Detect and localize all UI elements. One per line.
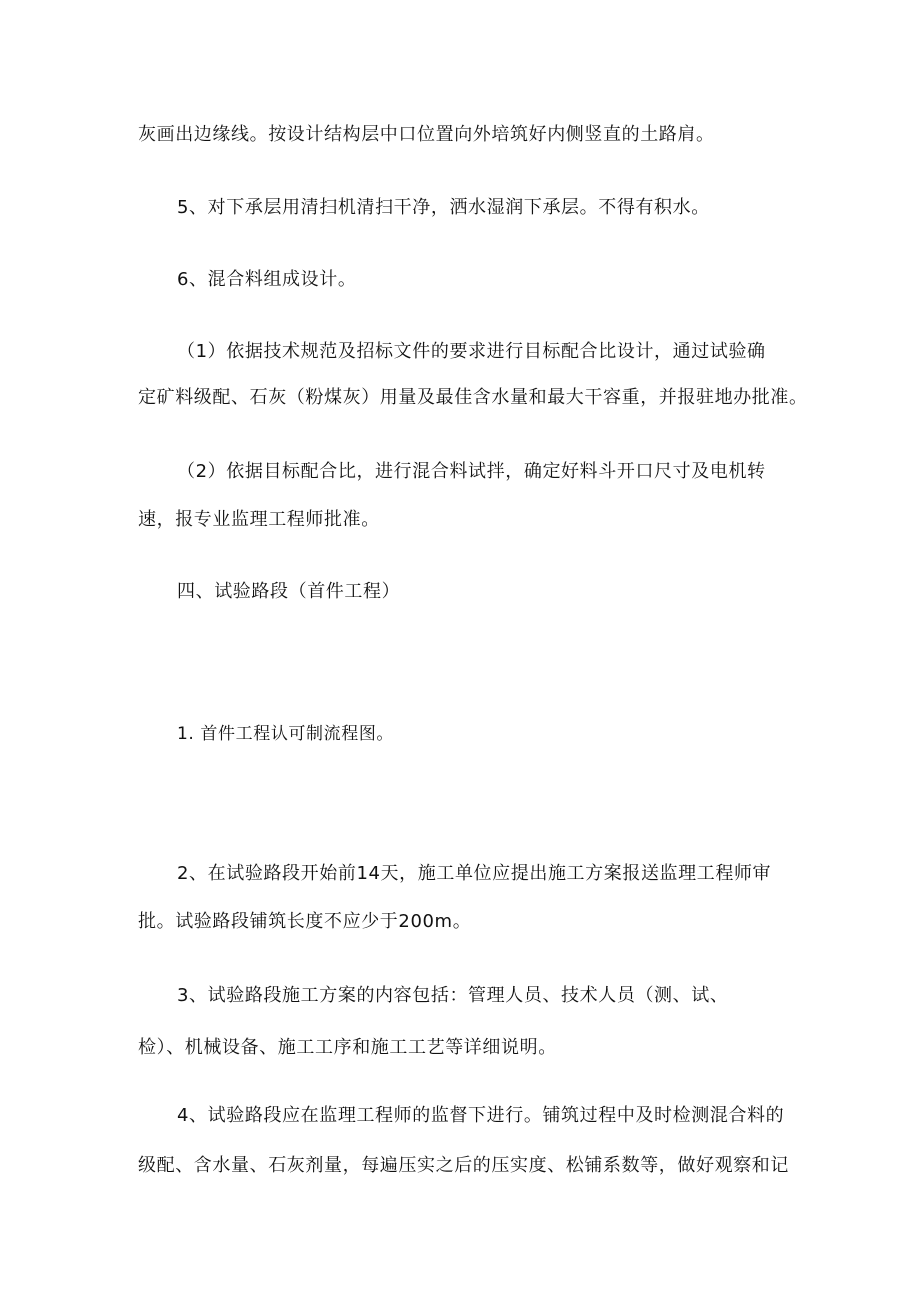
item-3-line-1: 3、试验路段施工方案的内容包括：管理人员、技术人员（测、试、 [177, 985, 729, 1006]
item-6-mix-design: 6、混合料组成设计。 [177, 269, 357, 290]
item-5-clean-lower-layer: 5、对下承层用清扫机清扫干净，洒水湿润下承层。不得有积水。 [177, 197, 710, 218]
item-3-line-2: 检）、机械设备、施工工序和施工工艺等详细说明。 [138, 1037, 557, 1058]
subitem-1-line-2: 定矿料级配、石灰（粉煤灰）用量及最佳含水量和最大干容重，并报驻地办批准。 [138, 387, 808, 408]
paragraph-line-edge-line: 灰画出边缘线。按设计结构层中口位置向外培筑好内侧竖直的土路肩。 [138, 124, 715, 145]
item-4-line-1: 4、试验路段应在监理工程师的监督下进行。铺筑过程中及时检测混合料的 [177, 1105, 785, 1126]
subitem-2-line-1: （2）依据目标配合比，进行混合料试拌，确定好料斗开口尺寸及电机转 [177, 461, 766, 482]
subitem-1-line-1: （1）依据技术规范及招标文件的要求进行目标配合比设计，通过试验确 [177, 341, 766, 362]
item-4-line-2: 级配、含水量、石灰剂量，每遍压实之后的压实度、松铺系数等，做好观察和记 [138, 1155, 789, 1176]
subitem-2-line-2: 速，报专业监理工程师批准。 [138, 509, 380, 530]
item-2-line-2: 批。试验路段铺筑长度不应少于200m。 [138, 911, 472, 932]
item-1-flowchart-caption: 1. 首件工程认可制流程图。 [177, 724, 395, 744]
section-4-heading: 四、试验路段（首件工程） [177, 581, 401, 602]
item-2-line-1: 2、在试验路段开始前14天，施工单位应提出施工方案报送监理工程师审 [177, 863, 772, 884]
